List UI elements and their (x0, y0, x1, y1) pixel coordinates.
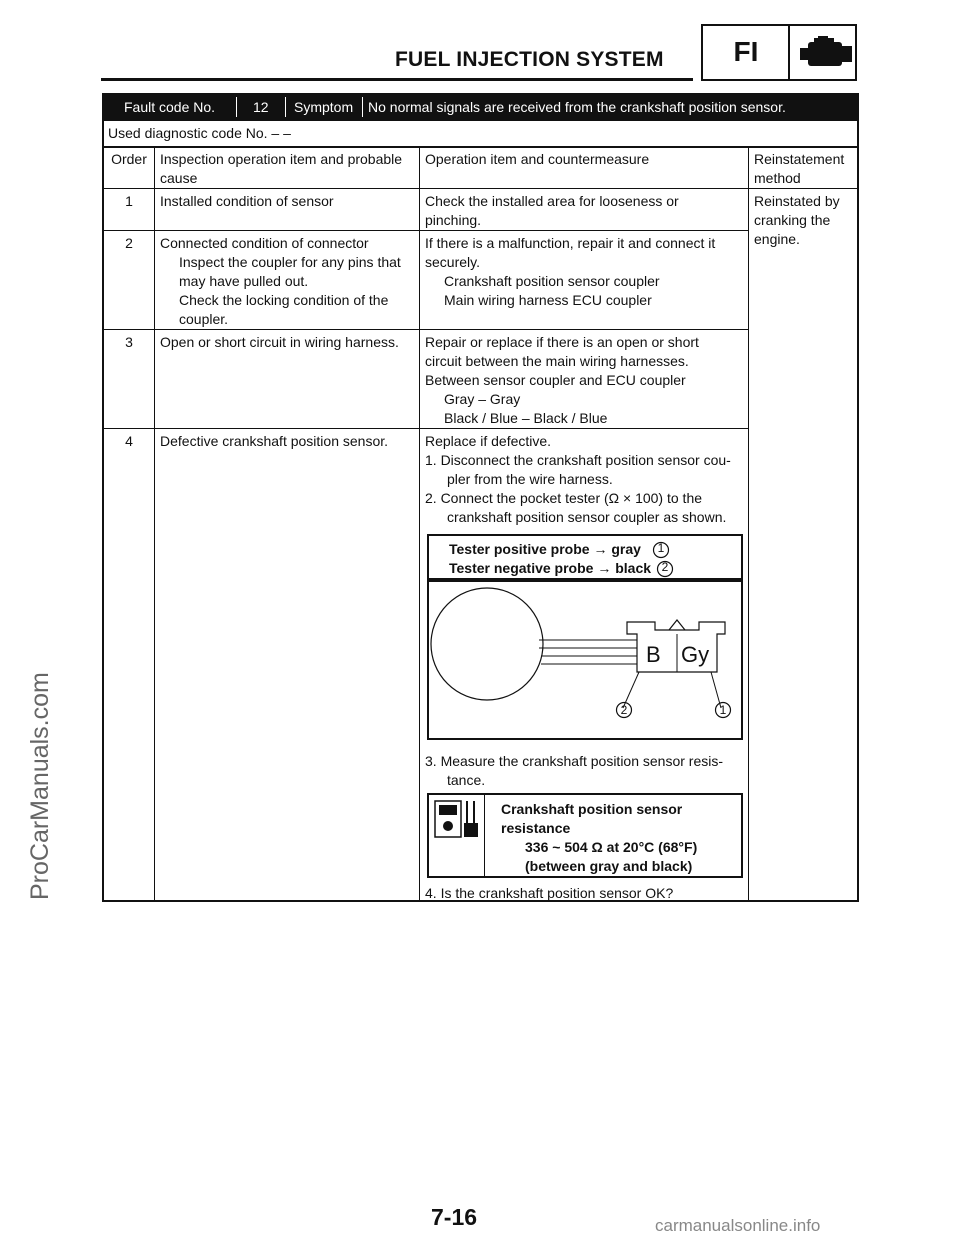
fault-code-value: 12 (253, 99, 269, 115)
text-line: tance. (447, 772, 486, 788)
resistance-spec-box (427, 793, 743, 878)
text-line: Between sensor coupler and ECU coupler (425, 372, 686, 388)
column-header-operation: Operation item and countermeasure (425, 151, 650, 167)
row-inspection: Installed condition of sensor (160, 193, 334, 209)
text-line: coupler. (179, 311, 229, 327)
text-line: pinching. (425, 212, 482, 228)
badge-divider (788, 26, 790, 79)
text-line: Check the installed area for looseness or (425, 193, 679, 209)
row-divider (104, 329, 748, 330)
text-line: engine. (754, 231, 800, 247)
step-4: 4. Is the crankshaft position sensor OK? (425, 885, 674, 901)
sensor-body (431, 588, 543, 700)
step-3 (425, 752, 745, 790)
marker-label: 1 (657, 541, 665, 555)
separator (285, 97, 286, 117)
side-watermark: ProCarManuals.com (26, 672, 54, 900)
text-line: Reinstated by (754, 193, 840, 209)
page-number: 7-16 (431, 1204, 478, 1230)
header-line: Inspection operation item and probable (160, 151, 403, 167)
probe-negative-text: Tester negative probe → black (449, 560, 652, 576)
text-line: 3. Measure the crankshaft position sensor resis- (425, 753, 724, 769)
column-header-reinstatement (754, 150, 854, 188)
text-line: 2. Connect the pocket tester (Ω × 100) to the (425, 490, 703, 506)
text-line: may have pulled out. (179, 273, 309, 289)
column-header-order: Order (111, 151, 147, 167)
text-line: cranking the (754, 212, 831, 228)
section-title: FUEL INJECTION SYSTEM (395, 48, 664, 71)
header-line: Reinstatement (754, 151, 845, 167)
used-diagnostic-code: Used diagnostic code No. – – (102, 121, 859, 147)
bottom-watermark: carmanualsonline.info (655, 1216, 821, 1235)
symptom-text: No normal signals are received from the crankshaft position sensor. (368, 99, 786, 115)
row-inspection: Open or short circuit in wiring harness. (160, 334, 399, 350)
inspection-table (102, 146, 859, 902)
text-line: Gray – Gray (444, 391, 521, 407)
row-order: 3 (125, 334, 133, 350)
row-divider (104, 428, 748, 429)
text-line: Black / Blue – Black / Blue (444, 410, 608, 426)
spec-text (501, 800, 697, 876)
text-line: securely. (425, 254, 480, 270)
row-inspection: Defective crankshaft position sensor. (160, 433, 389, 449)
header-line: method (754, 170, 801, 186)
text-line: pler from the wire harness. (447, 471, 613, 487)
probe-positive (449, 541, 641, 557)
text-line: crankshaft position sensor coupler as shown. (447, 509, 727, 525)
text-line: Inspect the coupler for any pins that (179, 254, 401, 270)
column-divider (748, 148, 749, 900)
row-divider (104, 230, 748, 231)
header-line: cause (160, 170, 198, 186)
spec-divider (484, 795, 485, 876)
badge-label: FI (733, 36, 759, 67)
multimeter-icon (432, 797, 482, 841)
engine-icon (798, 36, 854, 70)
reinstatement-method (754, 192, 854, 249)
text-line: Replace if defective. (425, 433, 552, 449)
row-divider (104, 188, 857, 189)
coupler-outline (627, 622, 725, 672)
row-order: 1 (125, 193, 133, 209)
column-header-inspection (160, 150, 415, 188)
text-line: 1. Disconnect the crankshaft position sensor cou- (425, 452, 731, 468)
row-inspection (160, 234, 415, 329)
text-line: circuit between the main wiring harnesses. (425, 353, 689, 369)
pin-gy-label: Gy (681, 642, 710, 667)
pin-b-label: B (646, 642, 661, 667)
section-badge (701, 24, 857, 81)
row-order: 2 (125, 235, 133, 251)
text-line: Crankshaft position sensor coupler (444, 273, 660, 289)
text-line: Connected condition of connector (160, 235, 369, 251)
text-line: 336 ~ 504 Ω at 20°C (68°F) (525, 839, 698, 855)
separator (362, 97, 363, 117)
probe-positive-text: Tester positive probe → gray (449, 541, 641, 557)
text-line: Check the locking condition of the (179, 292, 389, 308)
marker-label: 2 (661, 560, 669, 574)
separator (236, 97, 237, 117)
probe-instruction-box (427, 534, 743, 580)
text-line: Crankshaft position sensor (501, 801, 683, 817)
text-line: Repair or replace if there is an open or short (425, 334, 699, 350)
row-order: 4 (125, 433, 133, 449)
text-line: (between gray and black) (525, 858, 693, 874)
probe-negative (449, 560, 651, 576)
lock-tab (669, 620, 685, 630)
row-operation (425, 192, 745, 230)
connector-diagram (427, 580, 743, 740)
text-line: Main wiring harness ECU coupler (444, 292, 652, 308)
column-divider (419, 148, 420, 900)
fault-code-bar (102, 93, 859, 121)
fault-code-label: Fault code No. (124, 99, 216, 115)
text-line: resistance (501, 820, 571, 836)
row-operation (425, 432, 745, 527)
callout-label: 1 (719, 703, 727, 717)
symptom-label: Symptom (294, 99, 354, 115)
row-operation (425, 234, 745, 310)
callout-label: 2 (620, 703, 628, 717)
text-line: If there is a malfunction, repair it and connect it (425, 235, 716, 251)
header-rule (101, 78, 693, 81)
row-operation (425, 333, 745, 428)
column-divider (154, 148, 155, 900)
